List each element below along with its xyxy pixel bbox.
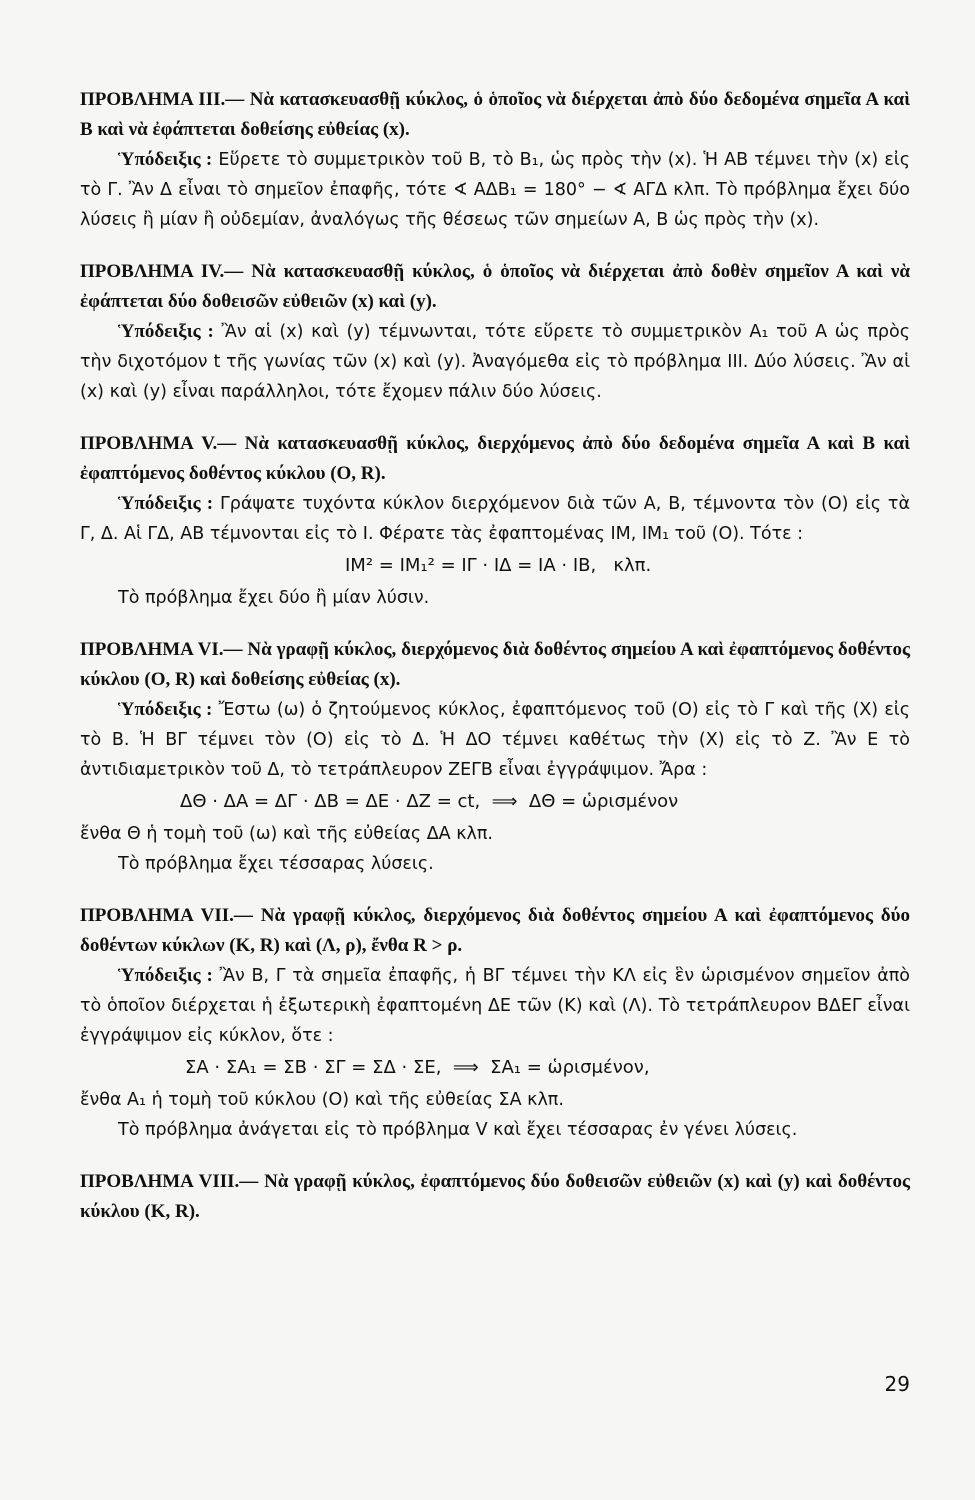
problem-title: ΠΡΟΒΛΗΜΑ VIII.— Νὰ γραφῇ κύκλος, ἐφαπτόμενος δύο δοθεισῶν εὐθειῶν (x) καὶ (y) καὶ δοθέντος κύκλου (Κ, R). [80,1171,910,1222]
problem-title: ΠΡΟΒΛΗΜΑ ΙΙΙ.— Νὰ κατασκευασθῇ κύκλος, ὁ ὁποῖος νὰ διέρχεται ἀπὸ δύο δεδομένα σημεῖα Α καὶ Β καὶ νὰ ἐφάπτεται δοθείσης εὐθείας (x). [80,89,910,140]
hint-paragraph [80,489,910,549]
hint-label: Ὑπόδειξις : [118,321,214,342]
hint-text: Ἂν Β, Γ τὰ σημεῖα ἐπαφῆς, ἡ ΒΓ τέμνει τὴν ΚΛ εἰς ἓν ὡρισμένον σημεῖον ἀπὸ τὸ ὁποῖον διέρχεται ἡ ἐξωτερικὴ ἐφαπτομένη ΔΕ τῶν (Κ) καὶ (Λ). Τὸ τετράπλευρον ΒΔΕΓ εἶναι ἐγγράψιμον εἰς κύκλον, ὅτε : [80,966,910,1046]
hint-text: Εὕρετε τὸ συμμετρικὸν τοῦ Β, τὸ Β₁, ὡς πρὸς τὴν (x). Ἡ ΑΒ τέμνει τὴν (x) εἰς τὸ Γ. Ἂν Δ εἶναι τὸ σημεῖον ἐπαφῆς, τότε ∢ ΑΔΒ₁ = 180° − ∢ ΑΓΔ κλπ. Τὸ πρόβλημα ἔχει δύο λύσεις ἢ μίαν ἢ οὐδεμίαν, ἀναλόγως τῆς θέσεως τῶν σημείων Α, Β ὡς πρὸς τὴν (x). [80,150,910,230]
hint-paragraph [80,145,910,235]
problem-5 [80,429,910,613]
hint-text: Ἂν αἱ (x) καὶ (y) τέμνωνται, τότε εὕρετε τὸ συμμετρικὸν Α₁ τοῦ Α ὡς πρὸς τὴν διχοτόμον t τῆς γωνίας τῶν (x) καὶ (y). Ἀναγόμεθα εἰς τὸ πρόβλημα ΙΙΙ. Δύο λύσεις. Ἂν αἱ (x) καὶ (y) εἶναι παράλληλοι, τότε ἔχομεν πάλιν δύο λύσεις. [80,322,910,402]
hint-label: Ὑπόδειξις : [118,149,213,170]
conclusion-text: Τὸ πρόβλημα ἔχει δύο ἢ μίαν λύσιν. [118,588,430,608]
hint-label: Ὑπόδειξις : [118,493,214,514]
hint-paragraph [80,317,910,407]
problem-title: ΠΡΟΒΛΗΜΑ IV.— Νὰ κατασκευασθῇ κύκλος, ὁ ὁποῖος νὰ διέρχεται ἀπὸ δοθὲν σημεῖον Α καὶ νὰ ἐφάπτεται δύο δοθεισῶν εὐθειῶν (x) καὶ (y). [80,261,910,312]
hint-label: Ὑπόδειξις : [118,699,213,720]
problem-8 [80,1167,910,1227]
formula-line: ΣΑ · ΣΑ₁ = ΣΒ · ΣΓ = ΣΔ · ΣΕ, ⟹ ΣΑ₁ = ὡρισμένον, [185,1057,650,1078]
after-formula-text: ἔνθα Α₁ ἡ τομὴ τοῦ κύκλου (Ο) καὶ τῆς εὐθείας ΣΑ κλπ. [80,1090,564,1110]
problem-title: ΠΡΟΒΛΗΜΑ VII.— Νὰ γραφῇ κύκλος, διερχόμενος διὰ δοθέντος σημείου Α καὶ ἐφαπτόμενος δύο δοθέντων κύκλων (Κ, R) καὶ (Λ, ρ), ἔνθα R > ρ. [80,905,910,956]
problem-6 [80,635,910,879]
after-formula-text: ἔνθα Θ ἡ τομὴ τοῦ (ω) καὶ τῆς εὐθείας ΔΑ κλπ. [80,824,493,844]
hint-label: Ὑπόδειξις : [118,965,213,986]
formula-line: ΙΜ² = ΙΜ₁² = ΙΓ · ΙΔ = ΙΑ · ΙΒ, κλπ. [345,555,652,576]
problem-3 [80,85,910,235]
hint-paragraph [80,961,910,1051]
hint-text: Γράψατε τυχόντα κύκλον διερχόμενον διὰ τῶν Α, Β, τέμνοντα τὸν (Ο) εἰς τὰ Γ, Δ. Αἱ ΓΔ, ΑΒ τέμνονται εἰς τὸ Ι. Φέρατε τὰς ἐφαπτομένας ΙΜ, ΙΜ₁ τοῦ (Ο). Τότε : [80,494,910,544]
hint-paragraph [80,695,910,785]
page-content [80,85,910,1249]
conclusion-text: Τὸ πρόβλημα ἔχει τέσσαρας λύσεις. [118,854,434,874]
problem-4 [80,257,910,407]
page-number: 29 [884,1372,910,1396]
problem-title: ΠΡΟΒΛΗΜΑ V.— Νὰ κατασκευασθῇ κύκλος, διερχόμενος ἀπὸ δύο δεδομένα σημεῖα Α καὶ Β καὶ ἐφαπτόμενος δοθέντος κύκλου (Ο, R). [80,433,910,484]
problem-7 [80,901,910,1145]
problem-title: ΠΡΟΒΛΗΜΑ VI.— Νὰ γραφῇ κύκλος, διερχόμενος διὰ δοθέντος σημείου Α καὶ ἐφαπτόμενος δοθέντος κύκλου (Ο, R) καὶ δοθείσης εὐθείας (x). [80,639,910,690]
hint-text: Ἔστω (ω) ὁ ζητούμενος κύκλος, ἐφαπτόμενος τοῦ (Ο) εἰς τὸ Γ καὶ τῆς (Χ) εἰς τὸ Β. Ἡ ΒΓ τέμνει τὸν (Ο) εἰς τὸ Δ. Ἡ ΔΟ τέμνει καθέτως τὴν (Χ) εἰς τὸ Ζ. Ἂν Ε τὸ ἀντιδιαμετρικὸν τοῦ Δ, τὸ τετράπλευρον ΖΕΓΒ εἶναι ἐγγράψιμον. Ἄρα : [80,700,910,780]
conclusion-text: Τὸ πρόβλημα ἀνάγεται εἰς τὸ πρόβλημα V καὶ ἔχει τέσσαρας ἐν γένει λύσεις. [118,1120,798,1140]
formula-line: ΔΘ · ΔΑ = ΔΓ · ΔΒ = ΔΕ · ΔΖ = ct, ⟹ ΔΘ = ὡρισμένον [180,791,679,812]
